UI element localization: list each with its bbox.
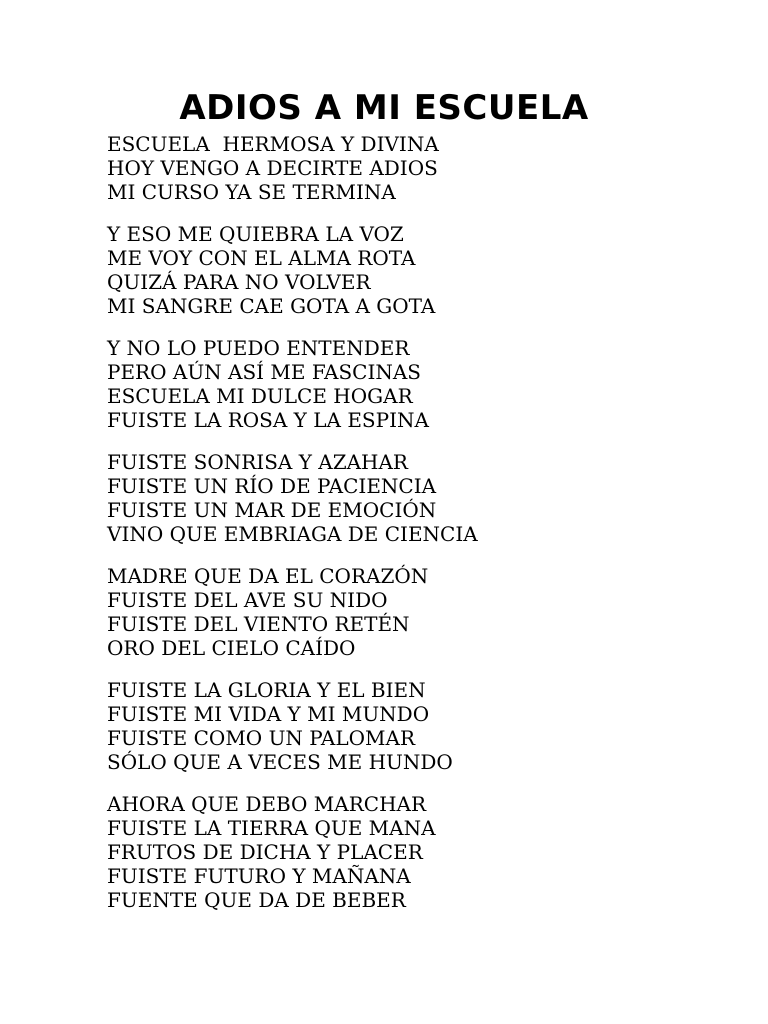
poem-line: FUISTE COMO UN PALOMAR [107, 726, 415, 750]
poem-title: ADIOS A MI ESCUELA [179, 88, 589, 128]
poem-line: FUISTE UN MAR DE EMOCIÓN [107, 498, 437, 522]
stanza [107, 222, 727, 318]
poem-line: MADRE QUE DA EL CORAZÓN [107, 564, 429, 588]
poem-line: FRUTOS DE DICHA Y PLACER [107, 840, 423, 864]
poem-line: FUISTE DEL AVE SU NIDO [107, 588, 388, 612]
stanza [107, 336, 727, 432]
poem-line: FUISTE UN RÍO DE PACIENCIA [107, 474, 437, 498]
poem-line: FUISTE MI VIDA Y MI MUNDO [107, 702, 430, 726]
stanza [107, 678, 727, 774]
poem-line: PERO AÚN ASÍ ME FASCINAS [107, 360, 421, 384]
stanza [107, 132, 727, 204]
poem-line: MI SANGRE CAE GOTA A GOTA [107, 294, 436, 318]
poem-line: AHORA QUE DEBO MARCHAR [107, 792, 427, 816]
poem-line: FUISTE SONRISA Y AZAHAR [107, 450, 408, 474]
poem-line: VINO QUE EMBRIAGA DE CIENCIA [107, 522, 478, 546]
poem-line: ESCUELA HERMOSA Y DIVINA [107, 132, 439, 156]
stanza [107, 450, 727, 546]
poem-line: FUENTE QUE DA DE BEBER [107, 888, 406, 912]
poem-line: MI CURSO YA SE TERMINA [107, 180, 396, 204]
stanza [107, 564, 727, 660]
poem-line: FUISTE LA GLORIA Y EL BIEN [107, 678, 426, 702]
poem-line: ESCUELA MI DULCE HOGAR [107, 384, 413, 408]
poem-line: HOY VENGO A DECIRTE ADIOS [107, 156, 438, 180]
poem-line: FUISTE FUTURO Y MAÑANA [107, 864, 411, 888]
poem-line: FUISTE LA TIERRA QUE MANA [107, 816, 436, 840]
poem-line: FUISTE DEL VIENTO RETÉN [107, 612, 410, 636]
poem-line: SÓLO QUE A VECES ME HUNDO [107, 750, 453, 774]
poem-line: ME VOY CON EL ALMA ROTA [107, 246, 416, 270]
poem-line: ORO DEL CIELO CAÍDO [107, 636, 356, 660]
poem-body [107, 132, 727, 930]
poem-line: FUISTE LA ROSA Y LA ESPINA [107, 408, 429, 432]
poem-line: Y NO LO PUEDO ENTENDER [107, 336, 410, 360]
stanza [107, 792, 727, 912]
poem-line: Y ESO ME QUIEBRA LA VOZ [107, 222, 404, 246]
poem-line: QUIZÁ PARA NO VOLVER [107, 270, 371, 294]
